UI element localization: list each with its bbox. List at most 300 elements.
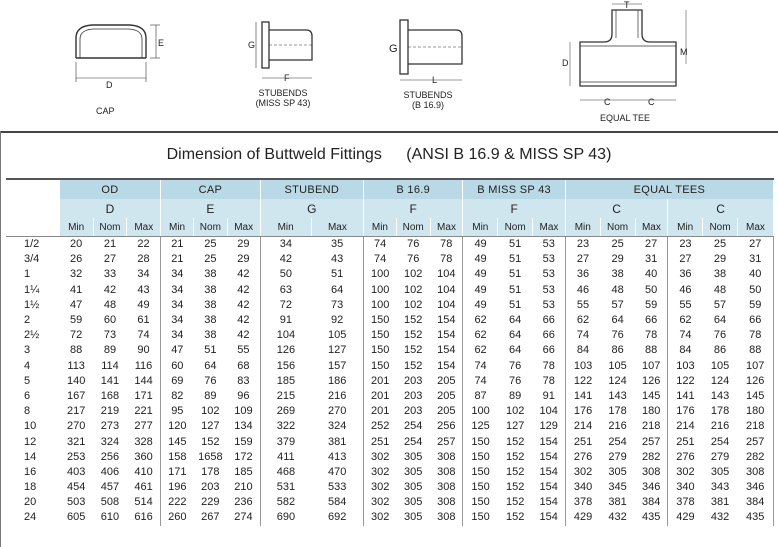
c1-cell: 78 <box>635 328 668 343</box>
cap-cell: 34 <box>171 283 184 296</box>
cap-drawing <box>76 25 160 82</box>
od-cell: 116 <box>127 359 161 374</box>
size-cell: 3 <box>24 344 31 357</box>
fb-cell: 302 <box>370 465 390 478</box>
c1-cell: 276 <box>573 450 593 463</box>
g-cell: 91 <box>279 314 293 327</box>
g-cell: 105 <box>311 328 363 343</box>
c1-cell: 55 <box>576 298 590 311</box>
od-cell: 167 <box>66 389 86 402</box>
table-row <box>6 359 774 374</box>
table-row <box>6 374 774 389</box>
od-cell: 610 <box>100 511 120 524</box>
sub-nom: Nom <box>498 218 533 237</box>
c1-cell: 143 <box>608 389 627 402</box>
fb-cell: 203 <box>404 374 423 387</box>
c1-cell: 122 <box>573 374 593 387</box>
c2-cell: 381 <box>710 496 730 509</box>
c2-cell: 178 <box>710 405 730 418</box>
cap-cell: 267 <box>201 511 220 524</box>
table-row <box>6 328 774 343</box>
od-cell: 47 <box>70 298 83 311</box>
g-cell: 104 <box>276 329 296 342</box>
fb-cell: 203 <box>404 389 423 402</box>
c1-cell: 435 <box>635 510 668 525</box>
c2-cell: 31 <box>737 252 773 267</box>
c2-cell: 216 <box>710 420 730 433</box>
c1-cell: 381 <box>608 496 627 509</box>
fb-cell: 102 <box>404 268 423 281</box>
od-cell: 217 <box>66 405 86 418</box>
size-cell: 12 <box>24 435 37 448</box>
c1-cell: 38 <box>611 268 624 281</box>
fb-cell: 308 <box>430 480 463 495</box>
size-cell: 5 <box>24 374 31 387</box>
c1-cell: 282 <box>635 450 668 465</box>
cap-cell: 229 <box>201 496 220 509</box>
c1-cell: 27 <box>576 253 590 266</box>
header-blank <box>6 199 59 218</box>
g-cell: 64 <box>311 283 363 298</box>
tee-dim-c2: C <box>648 97 655 107</box>
title-standard: (ANSI B 16.9 & MISS SP 43) <box>406 146 612 163</box>
table-row <box>6 510 774 525</box>
od-cell: 114 <box>101 359 119 372</box>
header-dim-f1: F <box>364 199 463 218</box>
cap-cell: 210 <box>227 480 260 495</box>
c1-cell: 23 <box>576 238 590 251</box>
od-cell: 144 <box>127 374 161 389</box>
c2-cell: 176 <box>676 405 695 418</box>
fm-cell: 150 <box>471 435 490 448</box>
od-cell: 253 <box>66 450 86 463</box>
c1-cell: 59 <box>635 298 668 313</box>
table-row <box>6 283 774 298</box>
c1-cell: 46 <box>576 283 590 296</box>
fb-cell: 205 <box>430 404 463 419</box>
fb-cell: 201 <box>370 405 390 418</box>
cap-cell: 171 <box>168 465 187 478</box>
fm-cell: 49 <box>474 268 487 281</box>
sub-nom: Nom <box>193 218 227 237</box>
sub-min: Min <box>668 218 703 237</box>
table-row <box>6 237 774 253</box>
c2-cell: 429 <box>676 511 695 524</box>
c1-cell: 141 <box>573 389 593 402</box>
c1-cell: 27 <box>635 237 668 253</box>
od-cell: 43 <box>127 283 161 298</box>
fm-cell: 100 <box>471 405 490 418</box>
c1-cell: 302 <box>573 465 593 478</box>
cap-dim-e: E <box>158 38 165 48</box>
fb-cell: 152 <box>404 314 423 327</box>
sub-nom: Nom <box>93 218 127 237</box>
stubend-mss-drawing <box>256 22 312 78</box>
size-cell: 1 <box>24 268 31 281</box>
size-cell: 24 <box>24 511 37 524</box>
c2-cell: 145 <box>737 389 773 404</box>
table-title <box>0 146 778 164</box>
c2-cell: 435 <box>737 510 773 525</box>
c2-cell: 88 <box>737 343 773 358</box>
g-cell: 63 <box>279 283 293 296</box>
c2-cell: 141 <box>676 389 695 402</box>
od-cell: 26 <box>70 253 83 266</box>
cap-cell: 260 <box>168 511 187 524</box>
cap-cell: 55 <box>227 343 260 358</box>
fb-cell: 254 <box>404 435 423 448</box>
c2-cell: 218 <box>737 419 773 434</box>
c1-cell: 86 <box>611 344 624 357</box>
cap-cell: 42 <box>227 267 260 282</box>
c2-cell: 74 <box>679 329 692 342</box>
od-cell: 508 <box>100 496 120 509</box>
c1-cell: 66 <box>635 313 668 328</box>
c2-cell: 29 <box>713 253 727 266</box>
cap-cell: 134 <box>227 419 260 434</box>
fm-cell: 154 <box>533 450 566 465</box>
fm-cell: 150 <box>471 450 490 463</box>
c2-cell: 48 <box>713 283 727 296</box>
g-cell: 42 <box>279 253 293 266</box>
c1-cell: 257 <box>635 434 668 449</box>
cap-dim-d: D <box>106 80 113 90</box>
g-cell: 127 <box>311 343 363 358</box>
cap-cell: 38 <box>204 314 217 327</box>
od-cell: 74 <box>127 328 161 343</box>
fm-cell: 152 <box>505 511 525 524</box>
table-row <box>6 450 774 465</box>
fm-cell: 89 <box>509 389 522 402</box>
c2-cell: 180 <box>737 404 773 419</box>
c1-cell: 429 <box>573 511 593 524</box>
tee-dim-t: T <box>624 0 630 10</box>
table-body <box>6 237 774 526</box>
c1-cell: 50 <box>635 283 668 298</box>
g-cell: 468 <box>276 465 296 478</box>
c2-cell: 343 <box>710 481 730 494</box>
header-bmiss: B MISS SP 43 <box>463 179 565 199</box>
sub-max: Max <box>311 218 363 237</box>
od-cell: 72 <box>70 329 83 342</box>
cap-cell: 127 <box>201 420 220 433</box>
fb-cell: 305 <box>404 450 423 463</box>
c1-cell: 305 <box>608 465 627 478</box>
cap-cell: 38 <box>204 329 217 342</box>
fm-cell: 51 <box>509 283 522 296</box>
od-cell: 59 <box>70 314 83 327</box>
header-b169: B 16.9 <box>364 179 463 199</box>
g-cell: 324 <box>311 419 363 434</box>
od-cell: 605 <box>66 511 86 524</box>
tee-dim-c1: C <box>604 97 611 107</box>
od-cell: 360 <box>127 450 161 465</box>
od-cell: 403 <box>66 465 86 478</box>
od-cell: 61 <box>127 313 161 328</box>
section-divider <box>0 131 778 133</box>
fb-cell: 205 <box>430 389 463 404</box>
table-row <box>6 313 774 328</box>
cap-cell: 25 <box>204 238 217 251</box>
fb-cell: 205 <box>430 374 463 389</box>
fitting-diagrams <box>0 0 778 130</box>
c2-cell: 36 <box>679 268 692 281</box>
size-cell: 1¼ <box>24 283 40 296</box>
sub-min: Min <box>463 218 498 237</box>
fm-cell: 62 <box>474 314 487 327</box>
cap-cell: 64 <box>204 359 217 372</box>
cap-cell: 60 <box>171 359 184 372</box>
c2-cell: 346 <box>737 480 773 495</box>
header-dim-d: D <box>59 199 160 218</box>
fm-cell: 53 <box>533 298 566 313</box>
sub-max: Max <box>127 218 161 237</box>
c2-cell: 103 <box>676 359 695 372</box>
cap-cell: 82 <box>171 389 184 402</box>
cap-cell: 38 <box>204 268 217 281</box>
c1-cell: 74 <box>576 329 590 342</box>
fb-cell: 254 <box>404 420 423 433</box>
fb-cell: 152 <box>404 329 423 342</box>
fitting-drawings <box>0 0 778 130</box>
od-cell: 461 <box>127 480 161 495</box>
od-cell: 270 <box>66 420 86 433</box>
g-cell: 270 <box>311 404 363 419</box>
fm-cell: 91 <box>533 389 566 404</box>
fm-cell: 74 <box>474 374 487 387</box>
od-cell: 616 <box>127 510 161 525</box>
g-cell: 531 <box>276 481 296 494</box>
cap-cell: 29 <box>227 237 260 253</box>
fm-cell: 51 <box>509 298 522 311</box>
size-cell: 1½ <box>24 298 40 311</box>
od-cell: 140 <box>66 374 86 387</box>
g-cell: 381 <box>311 434 363 449</box>
fb-cell: 150 <box>370 314 390 327</box>
cap-cell: 158 <box>168 450 187 463</box>
size-cell: 20 <box>24 496 37 509</box>
fb-cell: 154 <box>430 313 463 328</box>
c1-cell: 64 <box>611 314 624 327</box>
fm-cell: 154 <box>533 510 566 525</box>
c1-cell: 103 <box>573 359 593 372</box>
table-row <box>6 419 774 434</box>
c1-cell: 57 <box>611 298 624 311</box>
cap-cell: 274 <box>227 510 260 525</box>
stubend-ansi-caption <box>398 90 458 110</box>
cap-cell: 34 <box>171 329 184 342</box>
cap-cell: 42 <box>227 328 260 343</box>
cap-cell: 172 <box>227 450 260 465</box>
cap-cell: 47 <box>171 344 184 357</box>
g-cell: 156 <box>276 359 296 372</box>
c2-cell: 124 <box>710 374 730 387</box>
fm-cell: 154 <box>533 434 566 449</box>
c1-cell: 378 <box>573 496 593 509</box>
c1-cell: 29 <box>611 253 624 266</box>
fm-cell: 152 <box>505 435 525 448</box>
cap-cell: 21 <box>171 238 184 251</box>
fm-cell: 127 <box>505 420 525 433</box>
g-cell: 379 <box>276 435 296 448</box>
od-cell: 49 <box>127 298 161 313</box>
size-cell: 18 <box>24 481 37 494</box>
c1-cell: 308 <box>635 465 668 480</box>
fm-cell: 102 <box>505 405 525 418</box>
c2-cell: 40 <box>737 267 773 282</box>
table-row <box>6 267 774 282</box>
c2-cell: 27 <box>737 237 773 253</box>
fb-cell: 150 <box>370 344 390 357</box>
fm-cell: 76 <box>509 359 522 372</box>
od-cell: 273 <box>100 420 120 433</box>
c2-cell: 64 <box>713 314 727 327</box>
c1-cell: 76 <box>611 329 624 342</box>
tee-dim-m: M <box>680 47 688 57</box>
fb-cell: 104 <box>430 283 463 298</box>
table-row <box>6 404 774 419</box>
cap-cell: 29 <box>227 252 260 267</box>
cap-cell: 1658 <box>198 450 223 463</box>
c2-cell: 50 <box>737 283 773 298</box>
c1-cell: 124 <box>608 374 627 387</box>
g-cell: 34 <box>279 238 293 251</box>
stubend-mss-dim-f: F <box>284 73 290 83</box>
size-cell: 2½ <box>24 329 40 342</box>
stubend-mss-caption <box>248 88 318 108</box>
c2-cell: 302 <box>676 465 695 478</box>
header-blank <box>6 218 59 237</box>
fb-cell: 305 <box>404 511 423 524</box>
cap-cell: 83 <box>227 374 260 389</box>
left-border <box>0 131 1 547</box>
od-cell: 277 <box>127 419 161 434</box>
cap-cell: 21 <box>171 253 184 266</box>
c2-cell: 279 <box>710 450 730 463</box>
cap-cell: 38 <box>204 283 217 296</box>
fb-cell: 78 <box>430 252 463 267</box>
c2-cell: 23 <box>679 238 692 251</box>
od-cell: 141 <box>100 374 120 387</box>
tee-dim-d: D <box>562 58 569 68</box>
od-cell: 34 <box>127 267 161 282</box>
cap-cell: 68 <box>227 359 260 374</box>
fb-cell: 305 <box>404 496 423 509</box>
fm-cell: 64 <box>509 329 522 342</box>
size-cell: 10 <box>24 420 37 433</box>
sub-max: Max <box>737 218 773 237</box>
cap-cell: 196 <box>168 481 187 494</box>
fb-cell: 252 <box>370 420 390 433</box>
table-row <box>6 495 774 510</box>
fb-cell: 302 <box>370 481 390 494</box>
cap-cell: 222 <box>168 496 187 509</box>
od-cell: 256 <box>100 450 120 463</box>
g-cell: 692 <box>311 510 363 525</box>
sub-min: Min <box>364 218 397 237</box>
size-cell: 4 <box>24 359 31 372</box>
fb-cell: 308 <box>430 510 463 525</box>
c2-cell: 27 <box>679 253 692 266</box>
fb-cell: 305 <box>404 465 423 478</box>
g-cell: 73 <box>311 298 363 313</box>
fm-cell: 66 <box>533 313 566 328</box>
od-cell: 219 <box>100 405 120 418</box>
g-cell: 215 <box>276 389 296 402</box>
g-cell: 690 <box>276 511 296 524</box>
c1-cell: 107 <box>635 359 668 374</box>
fm-cell: 150 <box>471 511 490 524</box>
table-row <box>6 465 774 480</box>
size-cell: 8 <box>24 405 31 418</box>
stubend-ansi-caption-line1: STUBENDS <box>403 90 453 100</box>
cap-cell: 236 <box>227 495 260 510</box>
header-dim-c1: C <box>565 199 667 218</box>
od-cell: 42 <box>103 283 117 296</box>
fm-cell: 76 <box>509 374 522 387</box>
c1-cell: 88 <box>635 343 668 358</box>
cap-cell: 42 <box>227 298 260 313</box>
fm-cell: 51 <box>509 253 522 266</box>
g-cell: 185 <box>276 374 296 387</box>
fb-cell: 76 <box>407 238 420 251</box>
fb-cell: 78 <box>430 237 463 253</box>
fb-cell: 302 <box>370 450 390 463</box>
c2-cell: 305 <box>710 465 730 478</box>
g-cell: 92 <box>311 313 363 328</box>
c1-cell: 218 <box>635 419 668 434</box>
table-row <box>6 252 774 267</box>
cap-cell: 185 <box>227 465 260 480</box>
stubend-ansi-dim-l: L <box>432 75 438 85</box>
fm-cell: 104 <box>533 404 566 419</box>
od-cell: 21 <box>103 238 117 251</box>
fm-cell: 53 <box>533 252 566 267</box>
c2-cell: 105 <box>710 359 730 372</box>
c1-cell: 176 <box>573 405 593 418</box>
fb-cell: 152 <box>404 359 423 372</box>
header-od: OD <box>59 179 160 199</box>
cap-cell: 178 <box>201 465 220 478</box>
c2-cell: 432 <box>710 511 730 524</box>
c2-cell: 66 <box>737 313 773 328</box>
g-cell: 43 <box>311 252 363 267</box>
fb-cell: 308 <box>430 450 463 465</box>
g-cell: 411 <box>277 450 295 463</box>
fb-cell: 74 <box>374 238 387 251</box>
od-cell: 88 <box>70 344 83 357</box>
c1-cell: 62 <box>576 314 590 327</box>
c2-cell: 76 <box>713 329 727 342</box>
fm-cell: 152 <box>505 465 525 478</box>
c2-cell: 143 <box>710 389 730 402</box>
cap-cell: 34 <box>171 298 184 311</box>
c1-cell: 340 <box>573 481 593 494</box>
c1-cell: 25 <box>611 238 624 251</box>
c1-cell: 105 <box>608 359 627 372</box>
table-row <box>6 480 774 495</box>
fm-cell: 87 <box>474 389 487 402</box>
fb-cell: 305 <box>404 481 423 494</box>
fm-cell: 53 <box>533 237 566 253</box>
stubend-mss-caption-line2: (MISS SP 43) <box>255 98 311 108</box>
od-cell: 503 <box>66 496 86 509</box>
stubend-ansi-drawing <box>400 20 462 80</box>
fm-cell: 53 <box>533 267 566 282</box>
fb-cell: 154 <box>430 328 463 343</box>
c1-cell: 48 <box>611 283 624 296</box>
fb-cell: 308 <box>430 495 463 510</box>
